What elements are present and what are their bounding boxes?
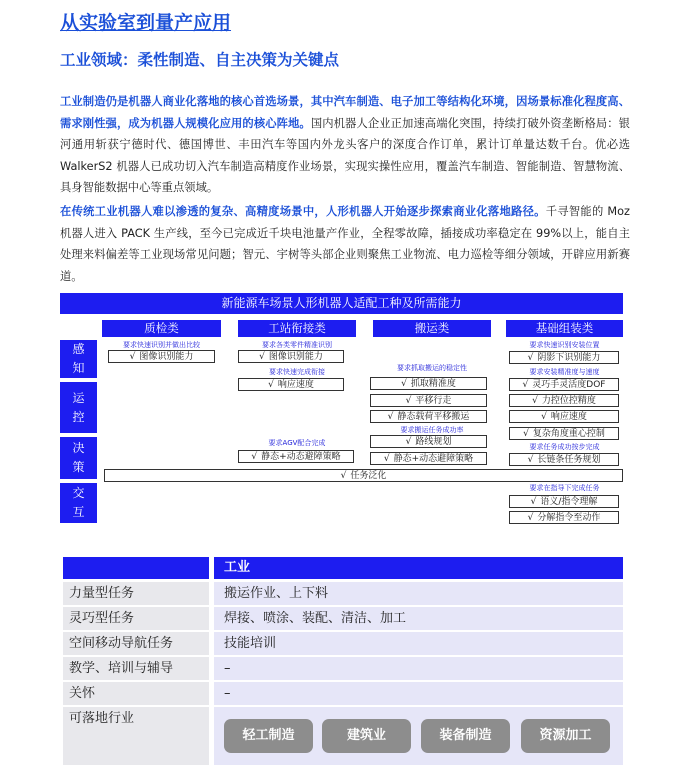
capability-box: √ 长链条任务规划 bbox=[509, 453, 619, 466]
table-row-value: 焊接、喷涂、装配、清洁、加工 bbox=[214, 607, 623, 630]
table-row-label: 关怀 bbox=[63, 682, 209, 705]
row-label-motion-control: 运控 bbox=[60, 382, 97, 433]
table-row-label: 力量型任务 bbox=[63, 582, 209, 605]
industry-chip-container bbox=[214, 707, 623, 765]
table-row-label: 空间移动导航任务 bbox=[63, 632, 209, 655]
column-header-handling: 搬运类 bbox=[373, 320, 491, 337]
column-header-workstation: 工站衔接类 bbox=[238, 320, 356, 337]
industry-chip: 建筑业 bbox=[322, 719, 411, 753]
requirement-note: 要求快速完成衔接 bbox=[269, 368, 325, 376]
paragraph-humanoid-robots bbox=[60, 201, 630, 287]
industry-chip: 资源加工 bbox=[521, 719, 610, 753]
capability-box: √ 路线规划 bbox=[370, 435, 487, 448]
capability-box: √ 语义/指令理解 bbox=[509, 495, 619, 508]
table-row-value: 搬运作业、上下料 bbox=[214, 582, 623, 605]
capability-box: √ 复杂角度重心控制 bbox=[509, 427, 619, 440]
requirement-note: 要求抓取搬运的稳定性 bbox=[397, 364, 467, 372]
section-title: 工业领域：柔性制造、自主决策为关键点 bbox=[60, 51, 340, 69]
capability-box: √ 静态+动态避障策略 bbox=[238, 450, 354, 463]
row-label-interaction: 交互 bbox=[60, 483, 97, 523]
table-row bbox=[63, 632, 623, 655]
capability-box: √ 阴影下识别能力 bbox=[509, 351, 619, 364]
capability-box: √ 图像识别能力 bbox=[108, 350, 215, 363]
requirement-note: 要求快速识别并做出比较 bbox=[123, 341, 200, 349]
table-row-industries bbox=[63, 707, 623, 765]
table-row-label: 灵巧型任务 bbox=[63, 607, 209, 630]
capability-box: √ 分解指令至动作 bbox=[509, 511, 619, 524]
capability-box: √ 响应速度 bbox=[509, 410, 619, 423]
table-header-empty bbox=[63, 557, 209, 579]
paragraph-industrial-manufacturing bbox=[60, 91, 630, 199]
table-row-value: 技能培训 bbox=[214, 632, 623, 655]
capability-box: √ 图像识别能力 bbox=[238, 350, 344, 363]
requirement-note: 要求安装精准度与速度 bbox=[529, 368, 600, 376]
page-title: 从实验室到量产应用 bbox=[60, 12, 232, 34]
table-row bbox=[63, 582, 623, 605]
table-row bbox=[63, 607, 623, 630]
table-header-row bbox=[63, 557, 623, 579]
table-row-label: 教学、培训与辅导 bbox=[63, 657, 209, 680]
capability-box: √ 抓取精准度 bbox=[370, 377, 487, 390]
capability-box-task-generalization: √ 任务泛化 bbox=[104, 469, 623, 482]
diagram-title: 新能源车场景人形机器人适配工种及所需能力 bbox=[60, 293, 623, 314]
column-header-assembly: 基础组装类 bbox=[506, 320, 623, 337]
table-row-value: – bbox=[214, 657, 623, 680]
paragraph-body: 国内机器人企业正加速高端化突围，持续打破外资垄断格局：银河通用斩获宁德时代、德国博世、丰田汽车等国内外龙头客户的深度合作订单，累计订单量达数千台。优必选 WalkerS2 机器人已成功切入汽车制造高精度作业场景，实现实操性应用，覆盖汽车制造、智能制造、智慧物流、具身智能数据中心等重点领域。 bbox=[60, 116, 630, 194]
capability-box: √ 平移行走 bbox=[370, 394, 487, 407]
table-row bbox=[63, 682, 623, 705]
table-row-value: – bbox=[214, 682, 623, 705]
table-row-label: 可落地行业 bbox=[63, 707, 209, 765]
industry-chip: 装备制造 bbox=[421, 719, 510, 753]
capability-box: √ 响应速度 bbox=[238, 378, 344, 391]
paragraph-body: 千寻智能的 Moz 机器人进入 PACK 生产线，至今已完成近千块电池量产作业，全程零故障，插接成功率稳定在 99%以上，能自主处理来料偏差等工业现场常见问题；智元、宇树等头部企业则聚焦工业物流、电力巡检等细分领域，开辟应用新赛道。 bbox=[60, 205, 630, 283]
requirement-note: 要求在指导下完成任务 bbox=[529, 484, 600, 492]
column-header-quality-inspection: 质检类 bbox=[102, 320, 221, 337]
capability-box: √ 静态+动态避障策略 bbox=[370, 452, 487, 465]
table-row bbox=[63, 657, 623, 680]
requirement-note: 要求任务成功按步完成 bbox=[529, 443, 600, 451]
capability-diagram bbox=[60, 293, 623, 527]
paragraph-highlight: 工业制造仍是机器人商业化落地的核心首选场景，其中汽车制造、电子加工等结构化环境，因场景标准化程度高、需求刚性强，成为机器人规模化应用的核心阵地。 bbox=[60, 95, 630, 130]
table-header-industry: 工业 bbox=[214, 557, 623, 579]
requirement-note: 要求AGV配合完成 bbox=[268, 439, 326, 447]
requirement-note: 要求搬运任务成功率 bbox=[400, 426, 464, 434]
requirement-note: 要求快速识别安装位置 bbox=[529, 341, 600, 349]
row-label-perception: 感知 bbox=[60, 340, 97, 378]
row-label-decision: 决策 bbox=[60, 437, 97, 479]
industry-chip: 轻工制造 bbox=[224, 719, 313, 753]
capability-box: √ 力控位控精度 bbox=[509, 394, 619, 407]
paragraph-highlight: 在传统工业机器人难以渗透的复杂、高精度场景中，人形机器人开始逐步探索商业化落地路径。 bbox=[60, 205, 546, 218]
capability-box: √ 灵巧手灵活度DOF bbox=[509, 378, 619, 391]
capability-box: √ 静态载荷平移搬运 bbox=[370, 410, 487, 423]
requirement-note: 要求各类零件精准识别 bbox=[262, 341, 332, 349]
